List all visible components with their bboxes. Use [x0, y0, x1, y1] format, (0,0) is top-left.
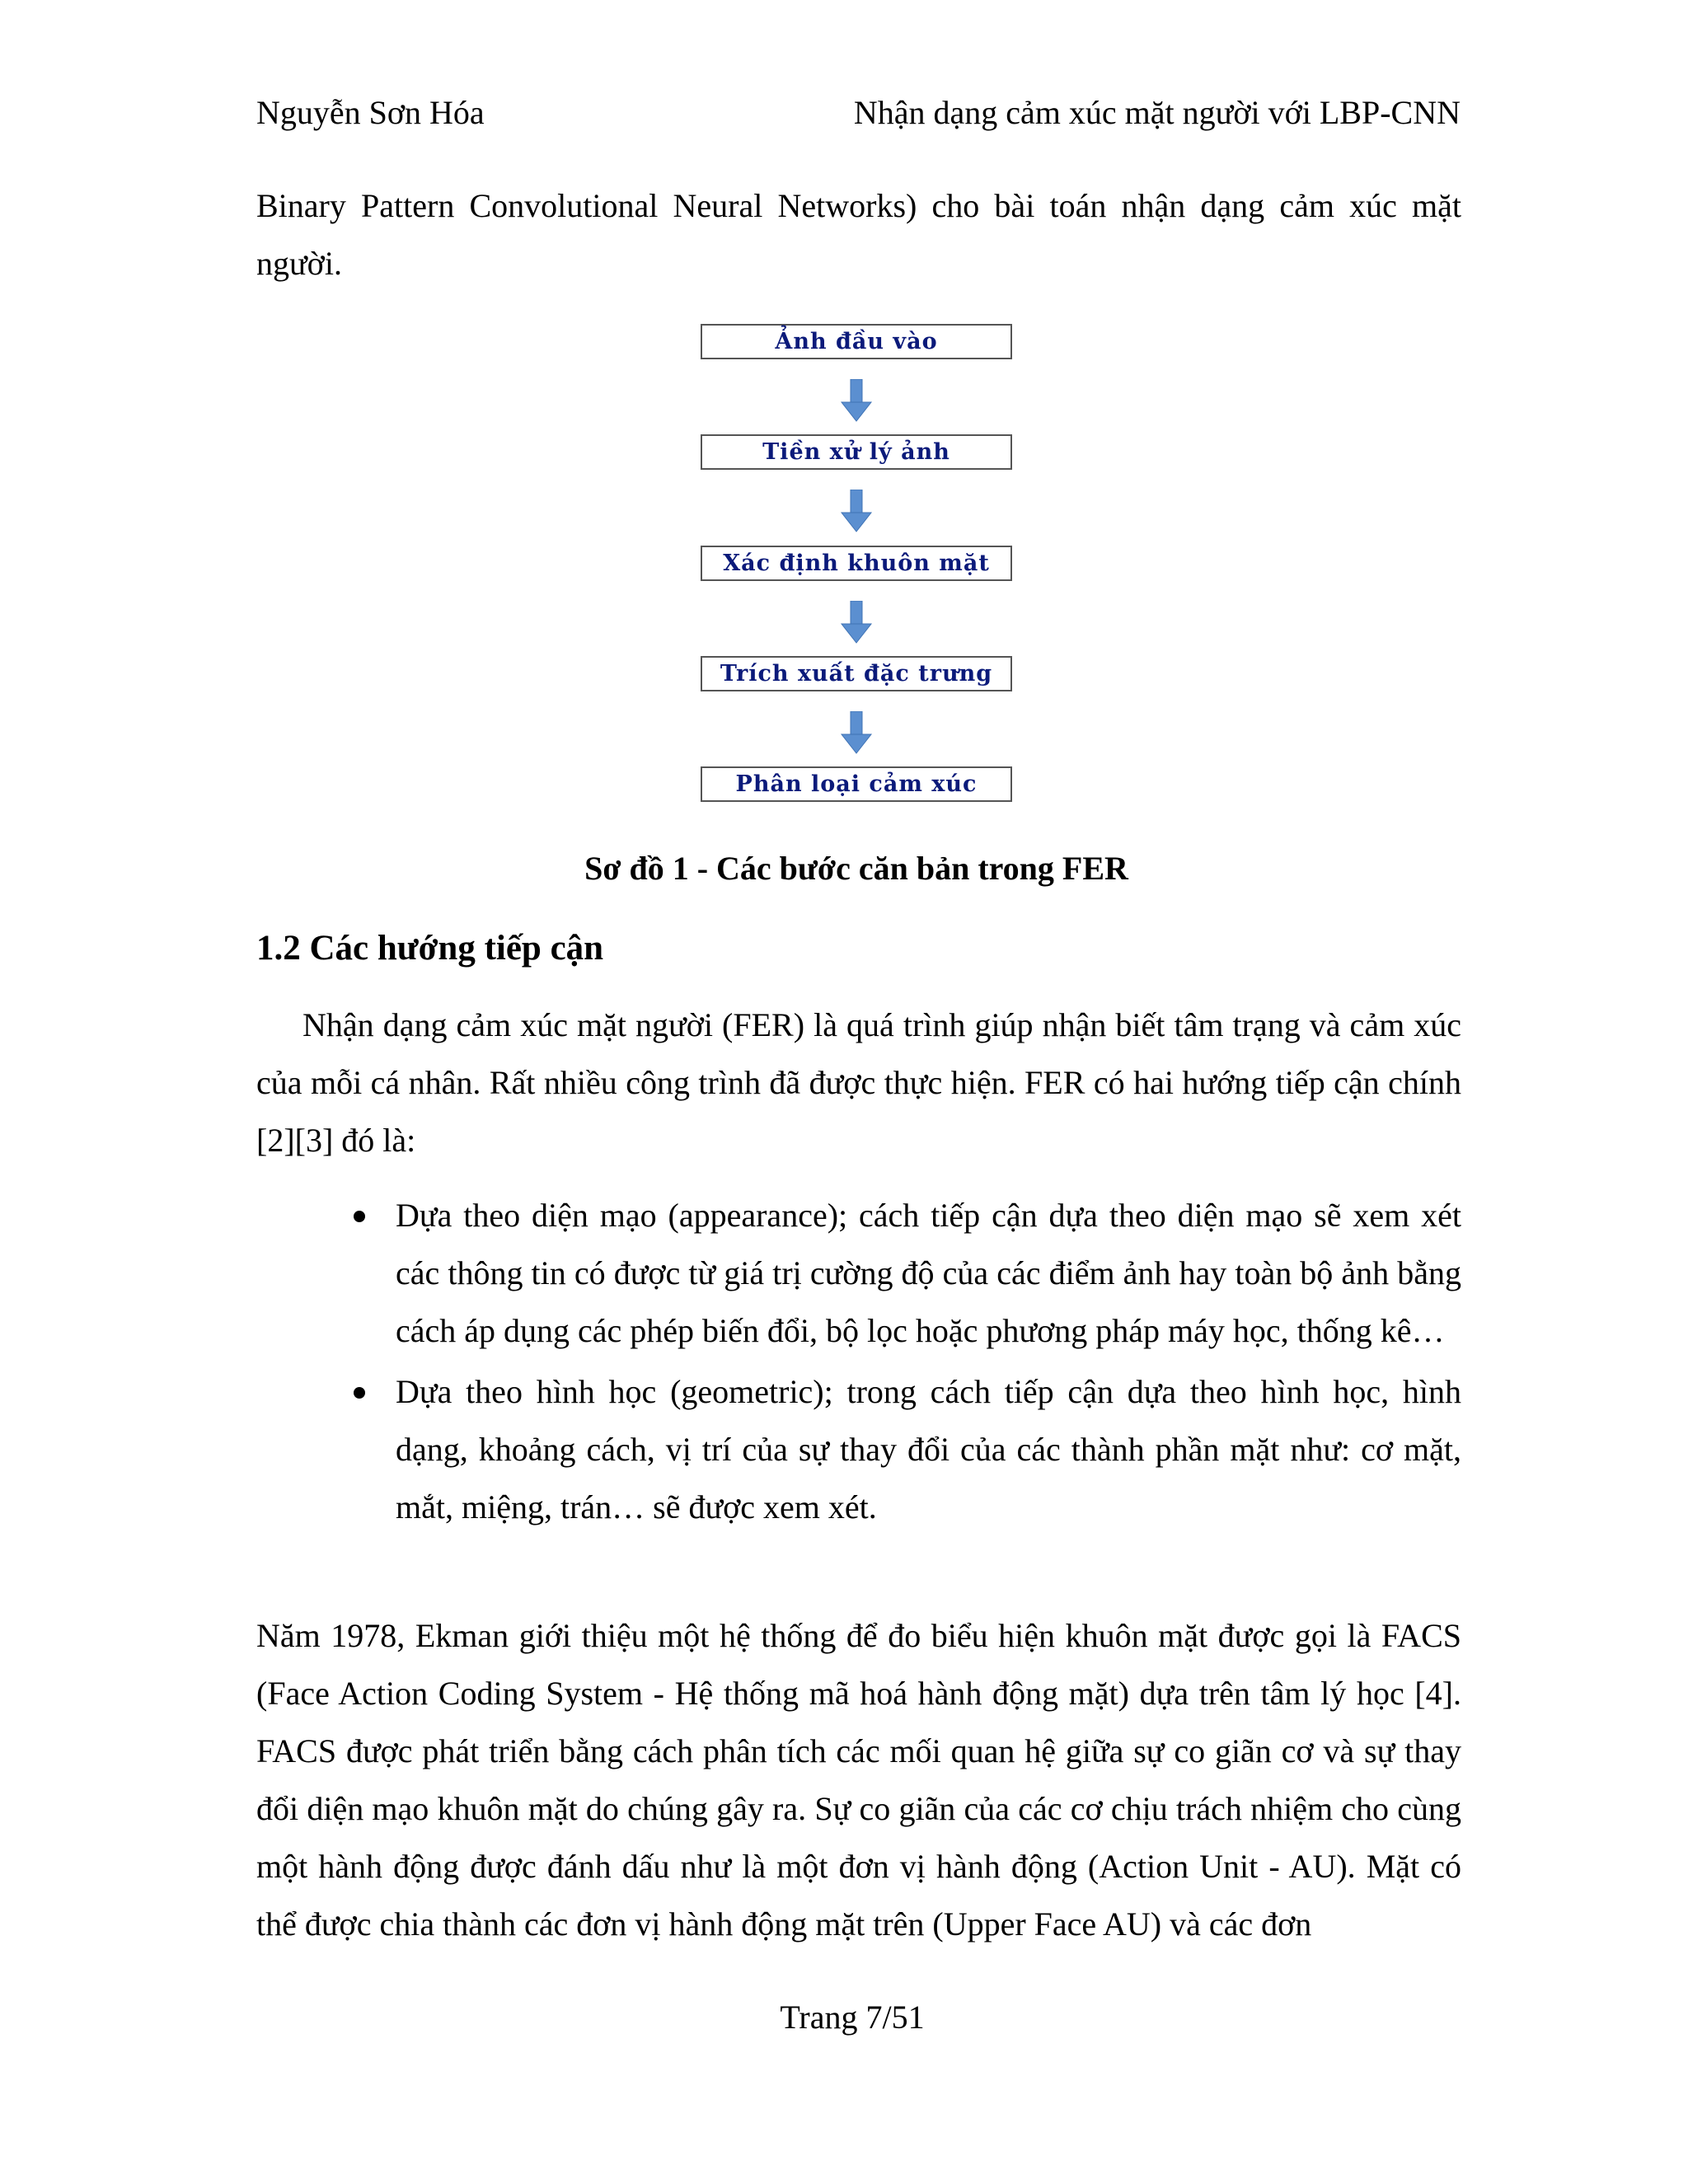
list-item [347, 1187, 1461, 1360]
down-arrow-icon [840, 490, 873, 532]
bullet-icon [354, 1211, 365, 1222]
diagram-step-preprocessing: Tiền xử lý ảnh [701, 434, 1012, 470]
down-arrow-icon [840, 379, 873, 422]
diagram-step-emotion-classification: Phân loại cảm xúc [701, 766, 1012, 802]
paragraph-2 [256, 1607, 1461, 1953]
header-author: Nguyễn Sơn Hóa [256, 94, 485, 131]
intro-text: Binary Pattern Convolutional Neural Networks) cho bài toán nhận dạng cảm xúc mặt người. [256, 187, 1461, 282]
down-arrow-icon [840, 601, 873, 644]
page-number: Trang 7/51 [780, 1999, 925, 2036]
diagram-step-face-detection: Xác định khuôn mặt [701, 546, 1012, 581]
header-title: Nhận dạng cảm xúc mặt người với LBP-CNN [853, 94, 1461, 131]
bullet-icon [354, 1387, 365, 1399]
section-heading: 1.2 Các hướng tiếp cận [256, 929, 604, 968]
paragraph-2-text: Năm 1978, Ekman giới thiệu một hệ thống để đo biểu hiện khuôn mặt được gọi là FACS (Face Action Coding System - Hệ thống mã hoá hành động mặt) dựa trên tâm lý học [4]. FACS được phát triển bằng cách phân tích các mối quan hệ giữa sự co giãn cơ và sự thay đổi diện mạo khuôn mặt do chúng gây ra. Sự co giãn của các cơ chịu trách nhiệm cho cùng một hành động được đánh dấu như là một đơn vị hành động (Action Unit - AU). Mặt có thể được chia thành các đơn vị hành động mặt trên (Upper Face AU) và các đơn [256, 1617, 1461, 1943]
paragraph-1-text: Nhận dạng cảm xúc mặt người (FER) là quá trình giúp nhận biết tâm trạng và cảm xúc của mỗi cá nhân. Rất nhiều công trình đã được thực hiện. FER có hai hướng tiếp cận chính [2][3] đó là: [256, 1006, 1461, 1159]
diagram-step-feature-extraction: Trích xuất đặc trưng [701, 656, 1012, 691]
diagram-step-input-image: Ảnh đầu vào [701, 324, 1012, 359]
bullet-text: Dựa theo hình học (geometric); trong cách tiếp cận dựa theo hình học, hình dạng, khoảng cách, vị trí của sự thay đổi của các thành phần mặt như: cơ mặt, mắt, miệng, trán… sẽ được xem xét. [396, 1373, 1461, 1526]
diagram-caption: Sơ đồ 1 - Các bước căn bản trong FER [584, 850, 1128, 887]
list-item [347, 1363, 1461, 1536]
paragraph-1 [256, 996, 1461, 1169]
bullet-text: Dựa theo diện mạo (appearance); cách tiếp cận dựa theo diện mạo sẽ xem xét các thông tin có được từ giá trị cường độ của các điểm ảnh hay toàn bộ ảnh bằng cách áp dụng các phép biến đổi, bộ lọc hoặc phương pháp máy học, thống kê… [396, 1197, 1461, 1349]
down-arrow-icon [840, 711, 873, 754]
approach-bullet-list [347, 1187, 1461, 1540]
intro-paragraph [256, 177, 1461, 293]
